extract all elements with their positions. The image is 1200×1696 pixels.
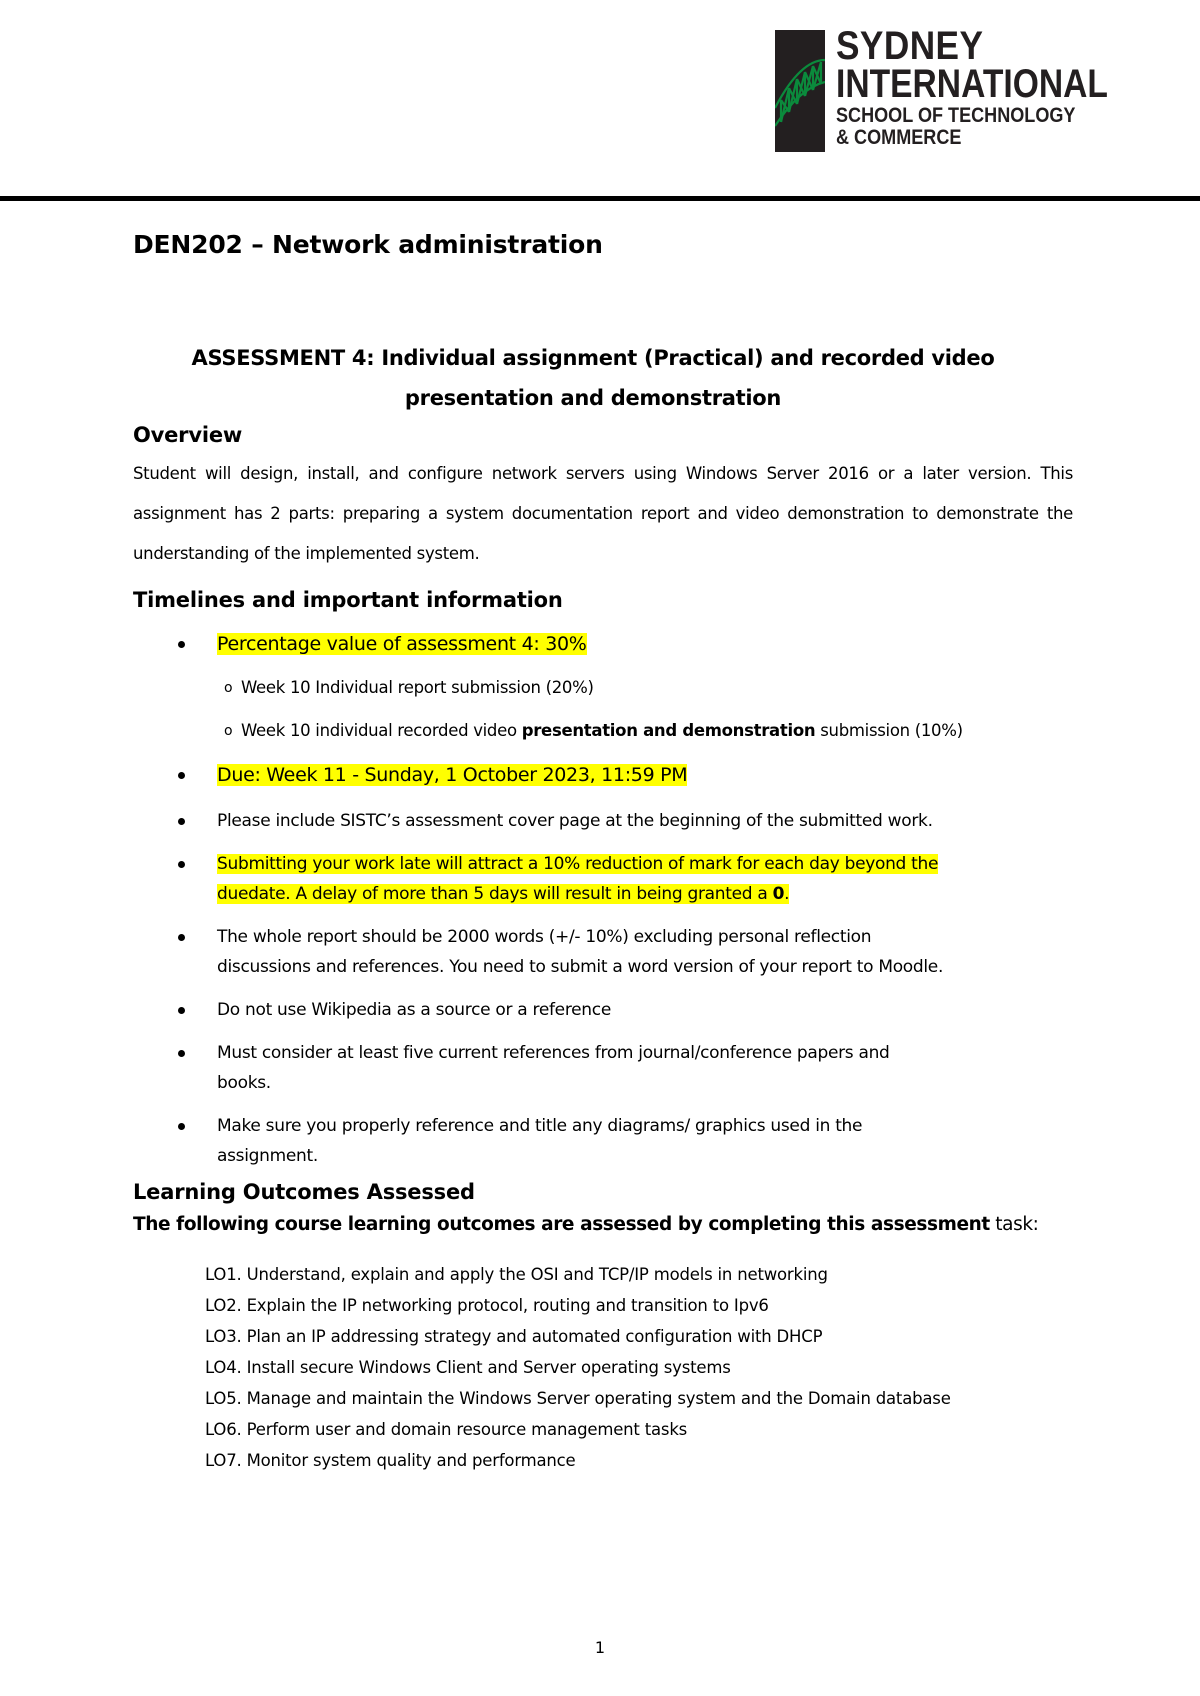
late-penalty-zero: 0 xyxy=(772,884,785,904)
bullet-icon xyxy=(178,1123,185,1130)
timelines-list xyxy=(133,629,1073,1171)
references-line-2: books. xyxy=(217,1073,271,1093)
list-item xyxy=(109,760,1073,790)
learning-outcomes-intro-bold: The following course learning outcomes are assessed by completing this assessment xyxy=(133,1214,990,1235)
sub-list xyxy=(217,673,1073,746)
learning-outcome-item: LO4. Install secure Windows Client and Server operating systems xyxy=(205,1358,731,1377)
list-item xyxy=(109,922,1073,982)
header-divider xyxy=(0,196,1200,201)
diagrams-note xyxy=(217,1111,1073,1171)
assessment-title xyxy=(123,338,1063,418)
sub-list-item xyxy=(104,673,1073,703)
overview-heading: Overview xyxy=(133,423,243,447)
late-penalty-period: . xyxy=(784,884,790,904)
list-item xyxy=(109,629,1073,746)
bullet-icon xyxy=(178,861,185,868)
word-count-note xyxy=(217,922,1073,982)
sub-item-video-pre: Week 10 individual recorded video xyxy=(241,721,522,740)
logo-wordmark xyxy=(836,26,1160,149)
learning-outcomes-list xyxy=(205,1259,1073,1476)
document-body xyxy=(133,228,1073,1476)
logo-line-3: SCHOOL OF TECHNOLOGY xyxy=(836,104,1076,127)
course-title: DEN202 – Network administration xyxy=(133,230,603,259)
word-count-line-2: discussions and references. You need to submit a word version of your report to Moodle. xyxy=(217,957,944,977)
bullet-icon xyxy=(178,641,185,648)
bullet-icon xyxy=(178,1007,185,1014)
sub-item-video-post: submission (10%) xyxy=(815,721,963,740)
wikipedia-note: Do not use Wikipedia as a source or a reference xyxy=(217,1000,611,1020)
learning-outcome-item: LO6. Perform user and domain resource management tasks xyxy=(205,1420,688,1439)
bullet-icon xyxy=(178,934,185,941)
timelines-heading: Timelines and important information xyxy=(133,588,563,612)
assessment-title-line-1: ASSESSMENT 4: Individual assignment (Practical) and recorded video xyxy=(191,346,995,370)
word-count-line-1: The whole report should be 2000 words (+/- 10%) excluding personal reflection xyxy=(217,927,872,947)
learning-outcomes-heading: Learning Outcomes Assessed xyxy=(133,1180,475,1204)
references-note xyxy=(217,1038,1073,1098)
due-date: Due: Week 11 - Sunday, 1 October 2023, 11:59 PM xyxy=(217,764,688,786)
diagrams-line-2: assignment. xyxy=(217,1146,318,1166)
list-item xyxy=(109,806,1073,836)
harbour-bridge-logo-icon xyxy=(775,30,825,152)
bullet-icon xyxy=(178,818,185,825)
sub-list-item xyxy=(104,716,1073,746)
hollow-bullet-icon: o xyxy=(224,680,233,696)
overview-paragraph: Student will design, install, and configure network servers using Windows Server 2016 or a later version. This assignment has 2 parts: preparing a system documentation report and video demonstration to demonstrate the understanding of the implemented system. xyxy=(133,464,1073,563)
list-item xyxy=(109,995,1073,1025)
percentage-value: Percentage value of assessment 4: 30% xyxy=(217,633,587,655)
diagrams-line-1: Make sure you properly reference and title any diagrams/ graphics used in the xyxy=(217,1116,863,1136)
assessment-title-line-2: presentation and demonstration xyxy=(404,386,782,410)
logo-line-2: INTERNATIONAL xyxy=(836,62,1108,106)
school-logo xyxy=(775,24,1145,152)
learning-outcome-item: LO2. Explain the IP networking protocol, routing and transition to Ipv6 xyxy=(205,1296,769,1315)
learning-outcome-item: LO5. Manage and maintain the Windows Server operating system and the Domain database xyxy=(205,1389,951,1408)
late-penalty-note xyxy=(217,849,1073,909)
page-number: 1 xyxy=(594,1638,606,1657)
list-item xyxy=(109,1111,1073,1171)
sub-item-report: Week 10 Individual report submission (20%) xyxy=(241,678,594,697)
logo-line-1: SYDNEY xyxy=(836,24,984,68)
late-penalty-line-1: Submitting your work late will attract a 10% reduction of mark for each day beyond the xyxy=(217,854,939,874)
list-item xyxy=(109,849,1073,909)
references-line-1: Must consider at least five current references from journal/conference papers and xyxy=(217,1043,890,1063)
cover-page-note: Please include SISTC’s assessment cover page at the beginning of the submitted work. xyxy=(217,811,933,831)
learning-outcomes-intro-tail: task: xyxy=(989,1214,1039,1235)
learning-outcomes-intro xyxy=(133,1211,1073,1239)
bullet-icon xyxy=(178,1050,185,1057)
learning-outcome-item: LO3. Plan an IP addressing strategy and automated configuration with DHCP xyxy=(205,1327,823,1346)
list-item xyxy=(109,1038,1073,1098)
learning-outcome-item: LO1. Understand, explain and apply the OSI and TCP/IP models in networking xyxy=(205,1265,828,1284)
sub-item-video-bold: presentation and demonstration xyxy=(521,721,816,740)
hollow-bullet-icon: o xyxy=(224,723,233,739)
learning-outcome-item: LO7. Monitor system quality and performance xyxy=(205,1451,576,1470)
logo-line-4: & COMMERCE xyxy=(836,126,962,149)
bullet-icon xyxy=(178,772,185,779)
late-penalty-line-2: duedate. A delay of more than 5 days will result in being granted a xyxy=(217,884,773,904)
